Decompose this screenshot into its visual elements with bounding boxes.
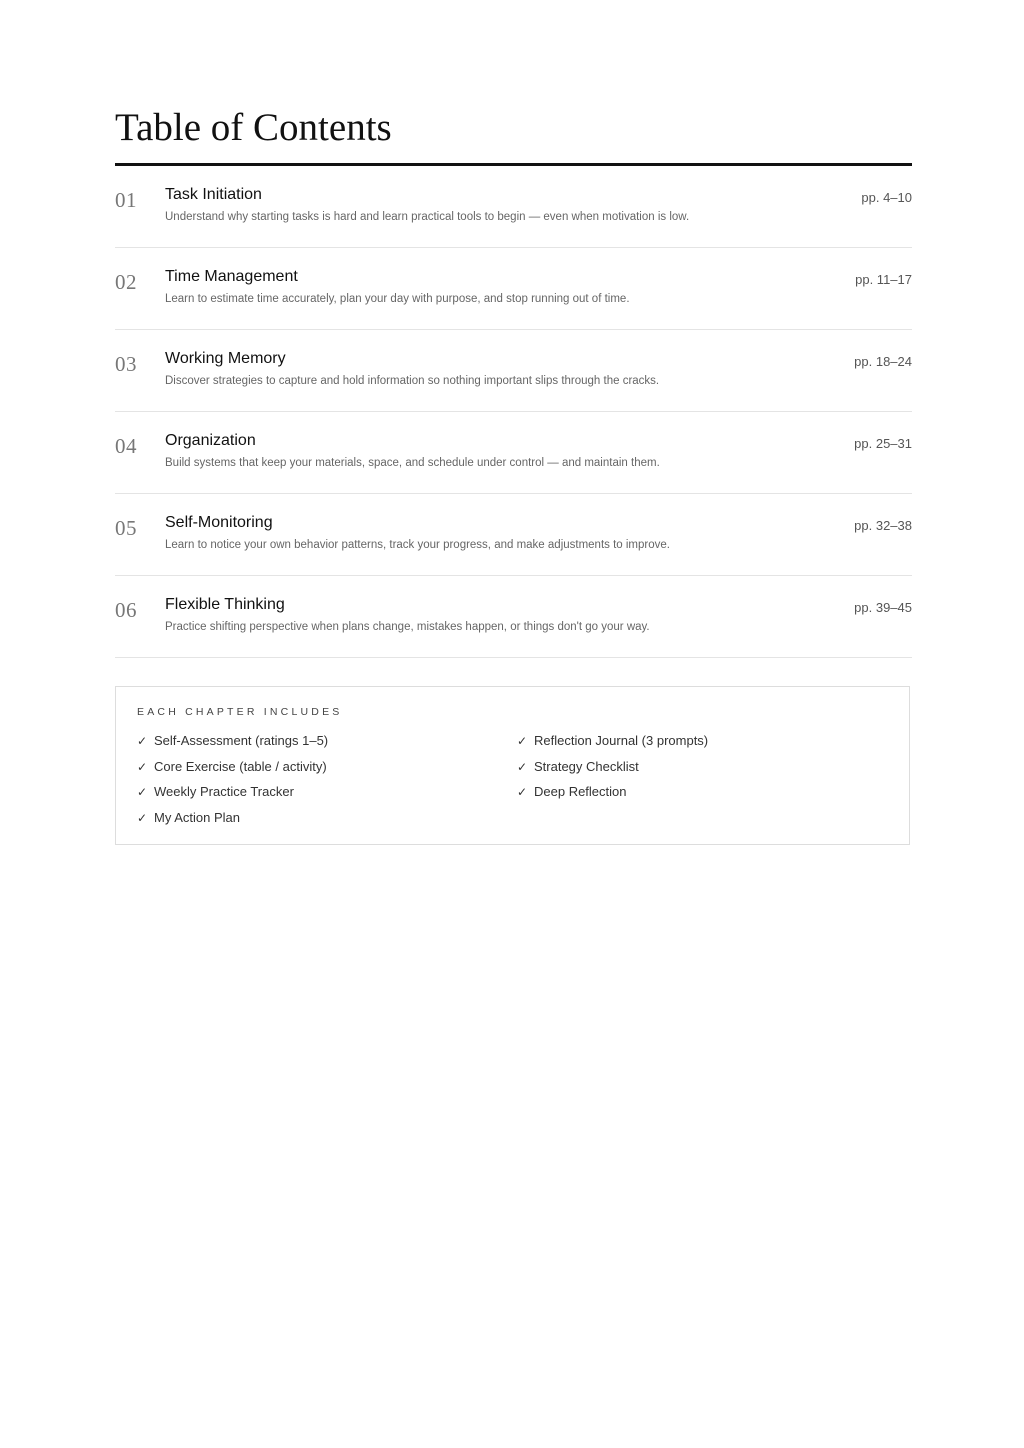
include-item bbox=[137, 757, 328, 783]
check-icon: ✓ bbox=[137, 810, 148, 825]
chapter-page-range: pp. 4–10 bbox=[861, 190, 912, 205]
check-icon: ✓ bbox=[517, 734, 528, 748]
chapter-number: 03 bbox=[115, 352, 137, 376]
chapter-page-range: pp. 32–38 bbox=[854, 518, 912, 533]
includes-heading: EACH CHAPTER INCLUDES bbox=[137, 706, 343, 718]
chapter-page-range: pp. 39–45 bbox=[854, 600, 912, 615]
include-item bbox=[517, 731, 708, 757]
chapter-title: Organization bbox=[165, 432, 256, 449]
chapter-description: Practice shifting perspective when plans change, mistakes happen, or things don't go your way. bbox=[165, 621, 650, 633]
chapter-page-range: pp. 11–17 bbox=[855, 272, 912, 287]
include-item-label: Core Exercise (table / activity) bbox=[154, 758, 327, 774]
chapter-list bbox=[115, 166, 912, 658]
include-item-label: My Action Plan bbox=[154, 809, 240, 825]
page-title: Table of Contents bbox=[115, 106, 392, 149]
include-item bbox=[137, 782, 328, 808]
include-item-label: Self-Assessment (ratings 1–5) bbox=[154, 733, 329, 748]
chapter-description: Understand why starting tasks is hard and learn practical tools to begin — even when motivation is low. bbox=[165, 211, 690, 223]
chapter-title: Time Management bbox=[165, 268, 298, 285]
chapter-number: 01 bbox=[115, 188, 137, 212]
chapter-entry[interactable] bbox=[115, 494, 912, 576]
include-item-label: Strategy Checklist bbox=[534, 758, 639, 774]
include-item bbox=[137, 731, 328, 757]
chapter-page-range: pp. 25–31 bbox=[854, 436, 912, 451]
chapter-title: Flexible Thinking bbox=[165, 596, 285, 613]
check-icon: ✓ bbox=[517, 759, 528, 774]
chapter-number: 06 bbox=[115, 598, 137, 622]
chapter-page-range: pp. 18–24 bbox=[854, 354, 912, 369]
chapter-description: Build systems that keep your materials, space, and schedule under control — and maintain them. bbox=[165, 457, 660, 469]
includes-list-left bbox=[137, 731, 328, 833]
chapter-title: Working Memory bbox=[165, 350, 286, 367]
chapter-number: 05 bbox=[115, 516, 137, 540]
chapter-entry[interactable] bbox=[115, 248, 912, 330]
check-icon: ✓ bbox=[137, 759, 148, 774]
chapter-entry[interactable] bbox=[115, 330, 912, 412]
chapter-entry[interactable] bbox=[115, 576, 912, 658]
include-item bbox=[517, 757, 708, 783]
chapter-description: Learn to estimate time accurately, plan your day with purpose, and stop running out of time. bbox=[165, 293, 630, 305]
chapter-number: 04 bbox=[115, 434, 137, 458]
include-item-label: Deep Reflection bbox=[534, 784, 627, 800]
chapter-entry[interactable] bbox=[115, 412, 912, 494]
chapter-description: Learn to notice your own behavior patterns, track your progress, and make adjustments to improve. bbox=[165, 539, 670, 551]
check-icon: ✓ bbox=[517, 785, 528, 800]
chapter-title: Self-Monitoring bbox=[165, 514, 273, 531]
chapter-title: Task Initiation bbox=[165, 186, 262, 203]
check-icon: ✓ bbox=[137, 785, 148, 800]
include-item-label: Weekly Practice Tracker bbox=[154, 784, 294, 800]
check-icon: ✓ bbox=[137, 734, 148, 748]
chapter-includes-box bbox=[115, 686, 910, 845]
toc-page bbox=[115, 0, 912, 825]
include-item-label: Reflection Journal (3 prompts) bbox=[534, 733, 709, 748]
chapter-description: Discover strategies to capture and hold information so nothing important slips through the cracks. bbox=[165, 375, 660, 387]
include-item bbox=[137, 808, 328, 834]
chapter-entry[interactable] bbox=[115, 166, 912, 248]
include-item bbox=[517, 782, 708, 808]
chapter-number: 02 bbox=[115, 270, 137, 294]
includes-list-right bbox=[517, 731, 708, 808]
